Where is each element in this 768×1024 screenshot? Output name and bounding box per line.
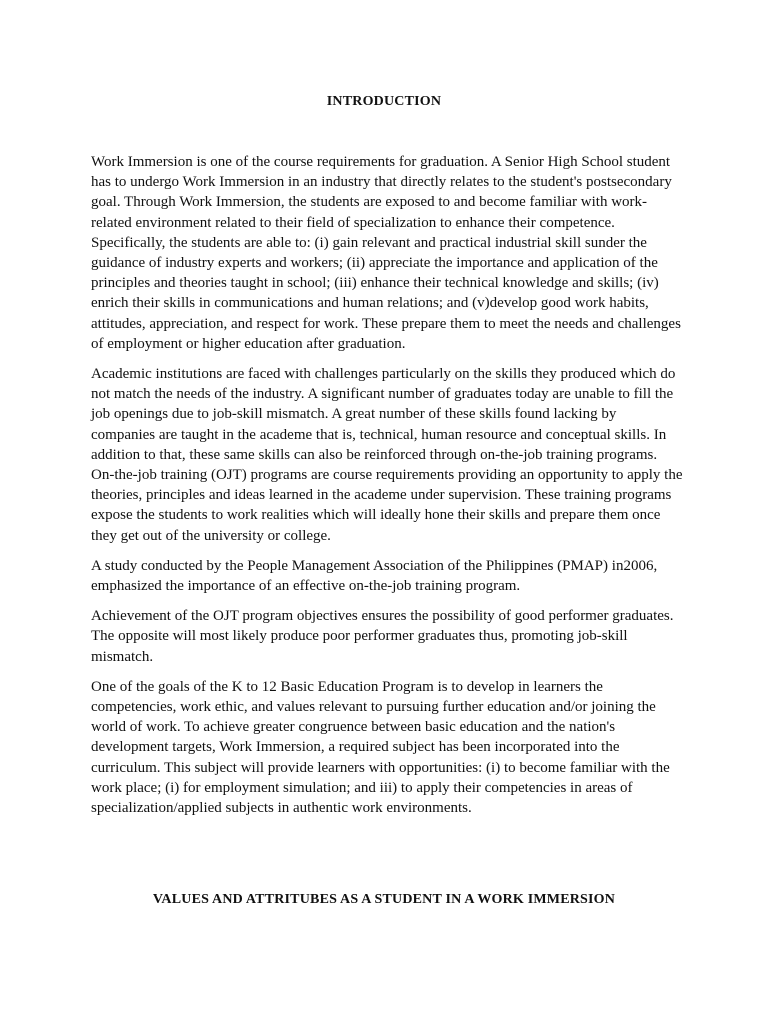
document-body	[91, 152, 683, 828]
section-heading: VALUES AND ATTRITUBES AS A STUDENT IN A WORK IMMERSION	[152, 892, 616, 907]
paragraph-k12-goals: One of the goals of the K to 12 Basic Education Program is to develop in learners the competencies, work ethic, and values relevant to pursuing further education and/or joining the world of work. To achieve greater congruence between basic education and the nation's development targets, Work Immersion, a required subject has been incorporated into the curriculum. This subject will provide learners with opportunities: (i) to become familiar with the work place; (i) for employment simulation; and iii) to apply their competencies in areas of specialization/applied subjects in authentic work environments.	[91, 678, 670, 817]
paragraph-ojt-objectives: Achievement of the OJT program objectives ensures the possibility of good performer graduates. The opposite will most likely produce poor performer graduates thus, promoting job-skill mismatch.	[91, 608, 674, 665]
paragraph-academic-institutions: Academic institutions are faced with challenges particularly on the skills they produced which do not match the needs of the industry. A significant number of graduates today are unable to fill the job openings due to job-skill mismatch. A great number of these skills found lacking by companies are taught in the academe that is, technical, human resource and conceptual skills. In addition to that, these same skills can also be reinforced through on-the-job training programs. On-the-job training (OJT) programs are course requirements providing an opportunity to apply the theories, principles and ideas learned in the academe under supervision. These training programs expose the students to work realities which will ideally hone their skills and prepare them once they get out of the university or college.	[91, 366, 683, 544]
page-title: INTRODUCTION	[326, 94, 442, 109]
paragraph-pmap-study: A study conducted by the People Management Association of the Philippines (PMAP) in2006, emphasized the importance of an effective on-the-job training program.	[91, 557, 658, 595]
paragraph-work-immersion: Work Immersion is one of the course requirements for graduation. A Senior High School student has to undergo Work Immersion in an industry that directly relates to the student's postsecondary goal. Through Work Immersion, the students are exposed to and become familiar with work-related environment related to their field of specialization to enhance their competence. Specifically, the students are able to: (i) gain relevant and practical industrial skill sunder the guidance of industry experts and workers; (ii) appreciate the importance and application of the principles and theories taught in school; (iii) enhance their technical knowledge and skills; (iv) enrich their skills in communications and human relations; and (v)develop good work habits, attitudes, appreciation, and respect for work. These prepare them to meet the needs and challenges of employment or higher education after graduation.	[91, 154, 681, 352]
